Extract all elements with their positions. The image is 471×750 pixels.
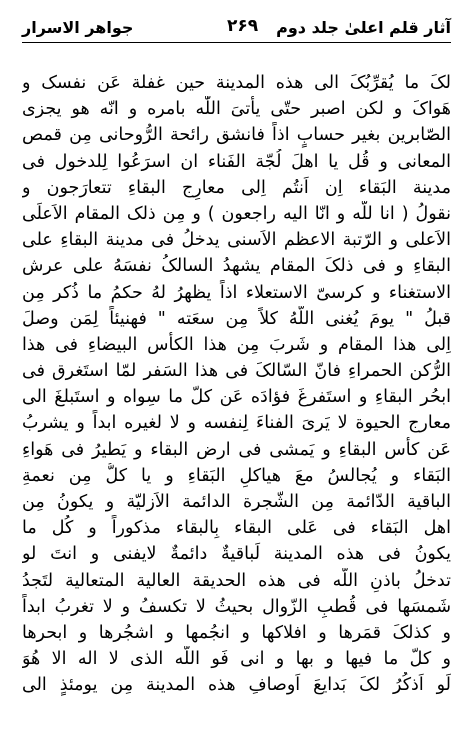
text-line: و کذلکَ قمَرها و افلاکها و انجُمها و اشجُرها و ابحرها bbox=[22, 622, 451, 643]
section-title: جواهر الاسرار bbox=[22, 18, 134, 37]
text-line: الرُّکن الحمراءِ فانّ السّالکَ فی هذا السَفر لمّا استَغرق فی bbox=[22, 361, 451, 382]
text-line: هَواکَ و لکن اصبر حتّی یأتیَ اللّٰه بامره و انّه هو یجزی bbox=[22, 99, 451, 120]
text-line: المعانی و قُل یا اهلَ لُجّة الفَناء ان اسرَعُوا لِلدخول فی bbox=[22, 151, 451, 172]
page-header bbox=[22, 10, 451, 40]
text-line: شَمسَها فی قُطبِ الزّوال بحیثُ لا تکسفُ و لا تغربُ ابداً bbox=[22, 596, 451, 617]
text-line: و کلّ ما فیها و بها و انی فَو اللّه الذی لا اله الا هُوَ bbox=[22, 649, 451, 670]
text-line: اهل البَقاء فی عَلی البقاء بِالبقاء مذکوراً و کُل ما bbox=[22, 518, 451, 539]
text-line: یکونُ فی هذه المدینة لَباقیةٌ دائمةٌ لایفنی و انتَ لو bbox=[22, 544, 451, 565]
page-number: ۲۶۹ bbox=[227, 16, 259, 36]
text-line: البَقاء و یُجالسُ معَ هیاکلِ البَقاءِ و یا کلُّ مِن نعمةِ bbox=[22, 465, 451, 486]
body-text bbox=[22, 70, 451, 699]
text-line: قبلُ " یومَ یُغنی اللّهُ کلاً مِن سعَته " فهنیئاً لِمَن وصلَ bbox=[22, 308, 451, 329]
text-line: اِلی هذا المقام و شَربَ مِن هذا الکأس البیضاءِ فی هذا bbox=[22, 334, 451, 355]
text-line: نقولُ ( انا للّه و انّا الیه راجعون ) و مِن ذلک المقام الاَعلَی bbox=[22, 203, 451, 224]
text-line: الاستغناء و کرسیّ الاستعلاء اذاً یظهرُ لهُ حکمُ ما ذُکر مِن bbox=[22, 282, 451, 303]
text-line: عَن کأس البقاءِ و یَمشی فی ارض البقاء و یَطیرُ فی هَواءِ bbox=[22, 439, 451, 460]
text-line: تدخلُ باذنِ اللّه فی هذه الحدیقة العالیة المتعالیة لتَجدُ bbox=[22, 570, 451, 591]
text-line: لَو اَذکُرُ لکَ بَدایعَ اَوصافِ هذه المدینة مِن یومئذٍ الی bbox=[22, 675, 451, 696]
text-line: البقاءِ و فی ذلکَ المقام یشهدُ السالکُ نفسَهُ علی عرش bbox=[22, 256, 451, 277]
text-line: مدینة البَقاء اِن اَنتُم اِلی معارِج البقاءِ تتعارَجون و bbox=[22, 177, 451, 198]
header-divider bbox=[22, 42, 451, 43]
text-line: الصّابرین بغیر حسابٍ اذاً فانشق رائحة الرُّوحانی مِن قمص bbox=[22, 125, 451, 146]
book-title: آثار قلم اعلیٰ جلد دوم bbox=[276, 18, 451, 37]
text-line: لکَ ما یُقرِّبُکَ الی هذه المدینة حین غفلة عَن نفسک و bbox=[22, 73, 451, 93]
text-line: ابحُر البقاءِ و استَفرغَ فؤادَه عَن کلّ ما سِواه و استَبلغَ الی bbox=[22, 387, 451, 408]
text-line: الباقیة الدّائمة مِن الشّجرة الدائمة الاَزلیّة و یکونُ مِن bbox=[22, 492, 451, 512]
text-line: الاَعلی و الرّتبة الاعظم الاَسنی یدخلُ فی مدینة البقاءِ علی bbox=[22, 230, 451, 251]
text-line: معارج الحیوة لا یَریَ الفناءَ لِنفسه و لا لغیره ابداً و یشربُ bbox=[22, 413, 451, 434]
